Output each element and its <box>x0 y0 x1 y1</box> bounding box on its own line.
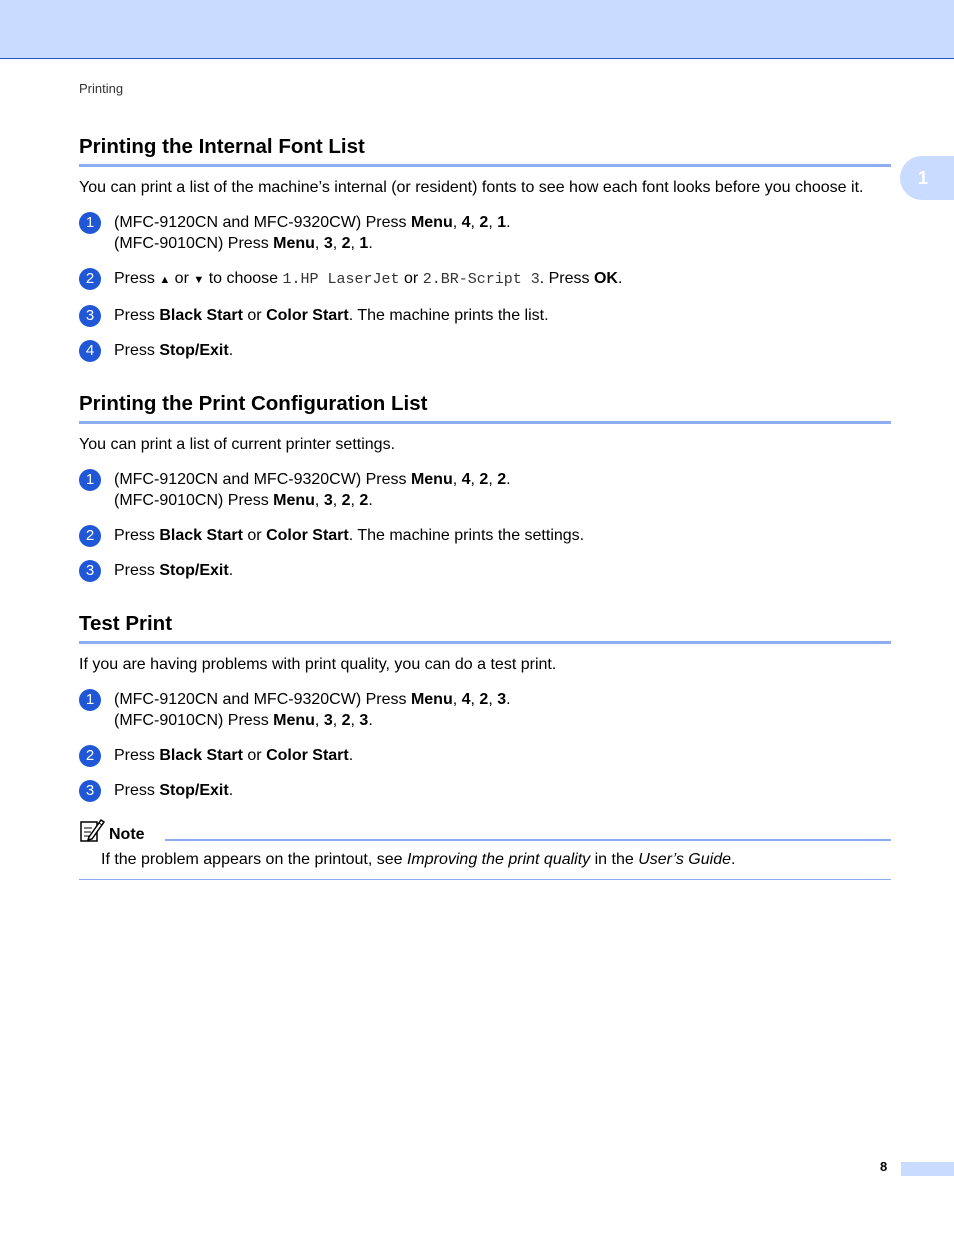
step-number: 2 <box>79 745 101 767</box>
page-content <box>79 134 891 880</box>
step-line: Press Stop/Exit. <box>114 342 234 359</box>
note-pencil-icon <box>79 817 105 843</box>
step-item <box>79 305 891 326</box>
step-number: 3 <box>79 780 101 802</box>
note-text: If the problem appears on the printout, see Improving the print quality in the User’s Guide. <box>79 849 891 880</box>
step-item <box>79 469 891 511</box>
step-item <box>79 560 891 581</box>
header-band <box>0 0 954 59</box>
chapter-tab: 1 <box>900 156 954 200</box>
step-line: Press Stop/Exit. <box>114 562 234 579</box>
page-number-bar <box>901 1162 954 1176</box>
step-line: (MFC-9010CN) Press Menu, 3, 2, 3. <box>114 712 373 729</box>
menu-option: 2.BR-Script 3 <box>422 271 540 288</box>
step-number: 2 <box>79 525 101 547</box>
running-head: Printing <box>79 81 124 96</box>
step-number: 2 <box>79 268 101 290</box>
step-number: 3 <box>79 560 101 582</box>
menu-option: 1.HP LaserJet <box>282 271 400 288</box>
step-line: (MFC-9010CN) Press Menu, 3, 2, 2. <box>114 492 373 509</box>
step-line: (MFC-9120CN and MFC-9320CW) Press Menu, 4, 2, 3. <box>114 691 511 708</box>
step-item <box>79 340 891 361</box>
step-item <box>79 268 891 291</box>
step-item <box>79 745 891 766</box>
note-label: Note <box>109 826 145 843</box>
section-intro: You can print a list of current printer settings. <box>79 436 396 453</box>
step-line: Press Black Start or Color Start. <box>114 747 354 764</box>
step-item <box>79 212 891 254</box>
step-number: 1 <box>79 689 101 711</box>
section-title-print-configuration-list: Printing the Print Configuration List <box>79 391 891 424</box>
step-line: (MFC-9120CN and MFC-9320CW) Press Menu, 4, 2, 1. <box>114 214 511 231</box>
step-line: Press Stop/Exit. <box>114 782 234 799</box>
up-arrow-icon: ▲ <box>159 274 171 286</box>
step-number: 1 <box>79 469 101 491</box>
step-line: Press Black Start or Color Start. The machine prints the settings. <box>114 527 585 544</box>
step-line: (MFC-9010CN) Press Menu, 3, 2, 1. <box>114 235 373 252</box>
step-item <box>79 689 891 731</box>
note-header <box>79 817 891 843</box>
step-item <box>79 525 891 546</box>
section-title-test-print: Test Print <box>79 611 891 644</box>
step-number: 1 <box>79 212 101 234</box>
note-rule <box>165 839 891 841</box>
section-intro: You can print a list of the machine’s internal (or resident) fonts to see how each font looks before you choose it. <box>79 179 864 196</box>
section-intro: If you are having problems with print quality, you can do a test print. <box>79 656 557 673</box>
step-line: (MFC-9120CN and MFC-9320CW) Press Menu, 4, 2, 2. <box>114 471 511 488</box>
down-arrow-icon: ▼ <box>193 274 205 286</box>
step-line: Press ▲ or ▼ to choose 1.HP LaserJet or 2.BR-Script 3. Press OK. <box>114 270 623 288</box>
section-title-internal-font-list: Printing the Internal Font List <box>79 134 891 167</box>
page-number: 8 <box>880 1159 888 1174</box>
note-box <box>79 817 891 880</box>
step-item <box>79 780 891 801</box>
step-number: 3 <box>79 305 101 327</box>
step-number: 4 <box>79 340 101 362</box>
step-line: Press Black Start or Color Start. The machine prints the list. <box>114 307 549 324</box>
